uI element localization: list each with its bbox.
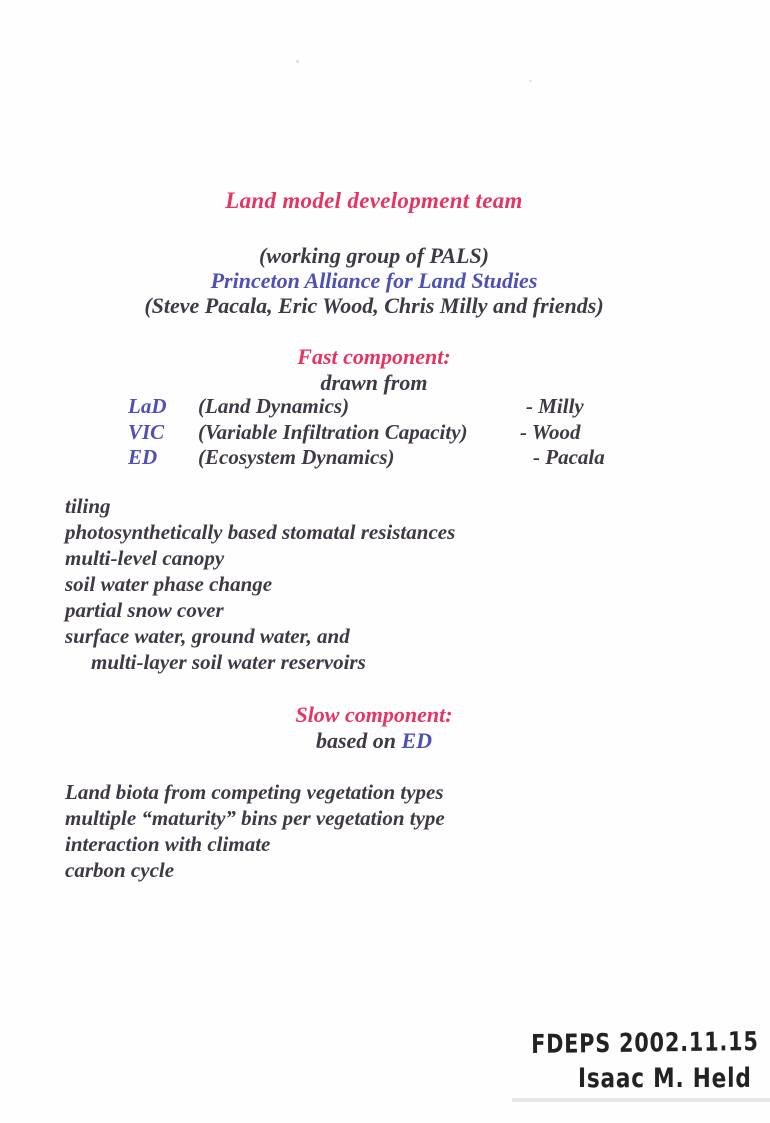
handwritten-signature: Isaac M. Held: [578, 1063, 752, 1094]
model-row-ed: [0, 445, 770, 471]
subtitle-working-group: (working group of PALS): [258, 243, 489, 268]
feature-item: Land biota from competing vegetation types: [65, 780, 444, 804]
feature-item: interaction with climate: [65, 832, 271, 856]
model-name: (Ecosystem Dynamics): [198, 445, 395, 469]
model-name: (Variable Infiltration Capacity): [198, 419, 468, 444]
model-table: [0, 394, 770, 471]
model-abbr: ED: [128, 445, 158, 469]
slow-features-list: [65, 779, 445, 883]
subtitle-team-members: (Steve Pacala, Eric Wood, Chris Milly and friends): [144, 293, 604, 318]
feature-item: photosynthetically based stomatal resistances: [65, 520, 456, 544]
subtitle-pals-full-name: Princeton Alliance for Land Studies: [210, 268, 538, 293]
slow-component-subheading: [0, 728, 748, 754]
model-credit: - Milly: [526, 394, 584, 418]
fast-features-list: [65, 493, 455, 675]
slow-component-heading: Slow component:: [295, 702, 453, 727]
feature-item: multi-level canopy: [65, 546, 225, 570]
model-credit: - Pacala: [533, 445, 605, 469]
feature-item: partial snow cover: [65, 598, 224, 622]
scan-artifact-line: [512, 1098, 770, 1102]
model-abbr: VIC: [128, 419, 165, 444]
page-title: Land model development team: [225, 188, 523, 213]
handwritten-date: FDEPS 2002.11.15: [531, 1027, 759, 1060]
feature-item: carbon cycle: [65, 858, 175, 882]
feature-item: soil water phase change: [65, 572, 273, 596]
model-row-vic: [0, 420, 770, 446]
feature-item: tiling: [65, 494, 111, 518]
slow-subheading-prefix: based on: [315, 728, 402, 753]
fast-component-subheading: drawn from: [320, 370, 428, 395]
model-credit: - Wood: [520, 419, 581, 444]
feature-item: multiple “maturity” bins per vegetation type: [65, 806, 445, 830]
model-abbr: LaD: [128, 394, 167, 418]
slow-subheading-model: ED: [401, 728, 433, 753]
fast-component-heading: Fast component:: [297, 344, 451, 369]
feature-item: surface water, ground water, and: [65, 624, 350, 648]
model-name: (Land Dynamics): [198, 394, 350, 418]
scan-speck: [296, 60, 299, 63]
scan-speck: [529, 80, 532, 82]
feature-item-continuation: multi-layer soil water reservoirs: [91, 650, 366, 674]
model-row-lad: [0, 394, 770, 420]
